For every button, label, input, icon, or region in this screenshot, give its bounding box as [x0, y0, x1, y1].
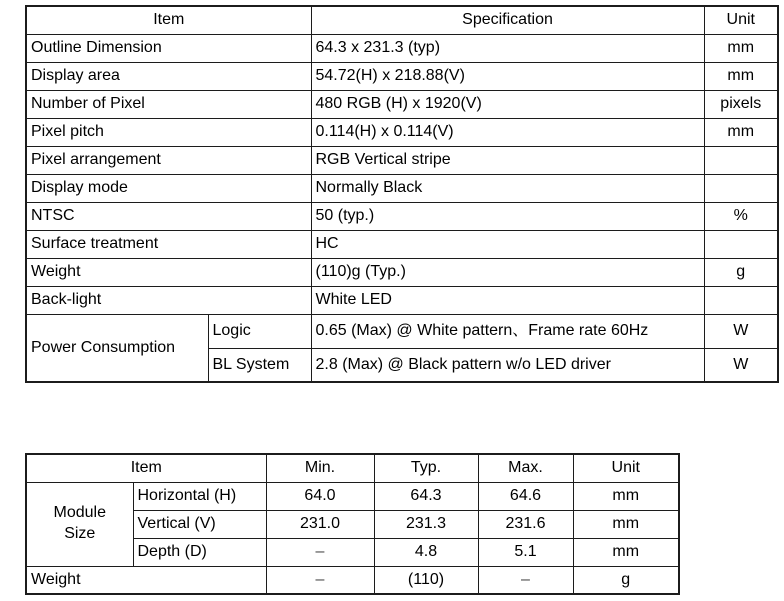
spec-item-cell: NTSC — [26, 202, 311, 230]
typ-value-cell: 4.8 — [374, 538, 478, 566]
unit-cell: g — [573, 566, 679, 594]
power-sub-item-cell: Logic — [208, 314, 311, 348]
spec-value-cell: 50 (typ.) — [311, 202, 704, 230]
spec-item-cell: Display mode — [26, 174, 311, 202]
min-value-cell: 231.0 — [266, 510, 374, 538]
spec-value-cell: 480 RGB (H) x 1920(V) — [311, 90, 704, 118]
spec-row-display-mode — [26, 174, 778, 202]
column-header-unit: Unit — [704, 6, 778, 34]
spec-item-cell: Back-light — [26, 286, 311, 314]
column-header-specification: Specification — [311, 6, 704, 34]
spec-item-cell: Display area — [26, 62, 311, 90]
spec-unit-cell: % — [704, 202, 778, 230]
column-header-min: Min. — [266, 454, 374, 482]
min-value-cell: – — [266, 538, 374, 566]
typ-value-cell: 231.3 — [374, 510, 478, 538]
spec-value-cell: (110)g (Typ.) — [311, 258, 704, 286]
spec-row-pixel-pitch — [26, 118, 778, 146]
max-value-cell: 5.1 — [478, 538, 573, 566]
column-header-item: Item — [26, 6, 311, 34]
module-size-table — [25, 453, 680, 595]
spec-value-cell: 64.3 x 231.3 (typ) — [311, 34, 704, 62]
spec-value-cell: 2.8 (Max) @ Black pattern w/o LED driver — [311, 348, 704, 382]
module-size-label: Module Size — [53, 504, 106, 542]
spec-item-cell: Pixel arrangement — [26, 146, 311, 174]
spec-value-cell: RGB Vertical stripe — [311, 146, 704, 174]
column-header-item: Item — [26, 454, 266, 482]
typ-value-cell: 64.3 — [374, 482, 478, 510]
spec-header-row — [26, 6, 778, 34]
spec-item-cell: Outline Dimension — [26, 34, 311, 62]
spec-unit-cell: mm — [704, 62, 778, 90]
spec-unit-cell: W — [704, 314, 778, 348]
dimension-cell: Horizontal (H) — [133, 482, 266, 510]
spec-item-cell: Number of Pixel — [26, 90, 311, 118]
spec-row-outline-dimension — [26, 34, 778, 62]
spec-row-surface-treatment — [26, 230, 778, 258]
module-row-weight — [26, 566, 679, 594]
spec-unit-cell — [704, 230, 778, 258]
spec-value-cell: HC — [311, 230, 704, 258]
spec-row-weight — [26, 258, 778, 286]
spec-unit-cell: mm — [704, 34, 778, 62]
spec-value-cell: 54.72(H) x 218.88(V) — [311, 62, 704, 90]
power-sub-item-cell: BL System — [208, 348, 311, 382]
spec-unit-cell — [704, 174, 778, 202]
power-consumption-label-cell: Power Consumption — [26, 314, 208, 382]
min-value-cell: 64.0 — [266, 482, 374, 510]
spec-item-cell: Weight — [26, 258, 311, 286]
module-row-horizontal — [26, 482, 679, 510]
spec-value-cell: Normally Black — [311, 174, 704, 202]
weight-label-cell: Weight — [26, 566, 266, 594]
spec-row-display-area — [26, 62, 778, 90]
spec-row-power-logic — [26, 314, 778, 348]
dimension-cell: Vertical (V) — [133, 510, 266, 538]
spec-unit-cell: g — [704, 258, 778, 286]
column-header-typ: Typ. — [374, 454, 478, 482]
specification-table — [25, 5, 779, 383]
spec-unit-cell: pixels — [704, 90, 778, 118]
dimension-cell: Depth (D) — [133, 538, 266, 566]
column-header-max: Max. — [478, 454, 573, 482]
min-value-cell: – — [266, 566, 374, 594]
spec-row-back-light — [26, 286, 778, 314]
spec-value-cell: White LED — [311, 286, 704, 314]
spec-unit-cell: W — [704, 348, 778, 382]
unit-cell: mm — [573, 510, 679, 538]
spec-item-cell: Surface treatment — [26, 230, 311, 258]
spec-item-cell: Pixel pitch — [26, 118, 311, 146]
spec-row-pixel-arrangement — [26, 146, 778, 174]
max-value-cell: – — [478, 566, 573, 594]
spec-row-number-of-pixel — [26, 90, 778, 118]
unit-cell: mm — [573, 538, 679, 566]
spec-row-ntsc — [26, 202, 778, 230]
spec-unit-cell: mm — [704, 118, 778, 146]
spec-value-cell: 0.65 (Max) @ White pattern、Frame rate 60Hz — [311, 314, 704, 348]
module-size-label-cell — [26, 482, 133, 566]
spec-unit-cell — [704, 146, 778, 174]
max-value-cell: 231.6 — [478, 510, 573, 538]
spec-unit-cell — [704, 286, 778, 314]
spec-value-cell: 0.114(H) x 0.114(V) — [311, 118, 704, 146]
unit-cell: mm — [573, 482, 679, 510]
max-value-cell: 64.6 — [478, 482, 573, 510]
typ-value-cell: (110) — [374, 566, 478, 594]
column-header-unit: Unit — [573, 454, 679, 482]
module-header-row — [26, 454, 679, 482]
